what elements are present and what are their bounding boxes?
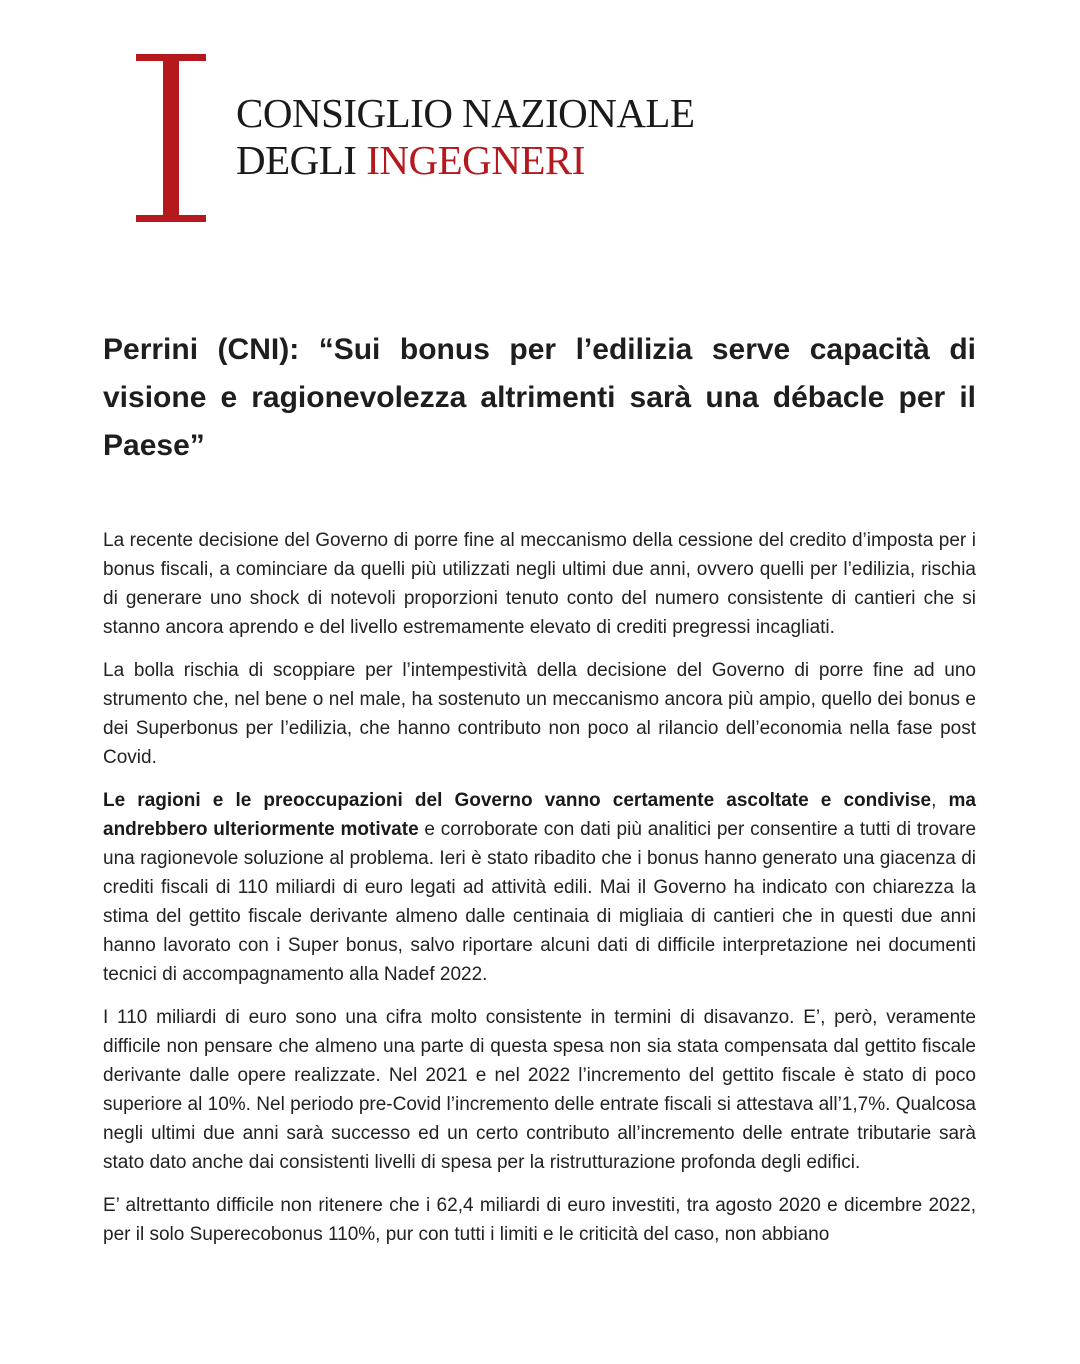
press-release-title: Perrini (CNI): “Sui bonus per l’edilizia serve capacità di visione e ragionevolezza altrimenti sarà una débacle per il Paese” — [103, 333, 976, 462]
logo-wordmark — [236, 90, 695, 184]
logo-line-2 — [236, 137, 695, 184]
paragraph-3-bold-1: Le ragioni e le preoccupazioni del Governo vanno certamente ascoltate e condivise — [103, 790, 932, 811]
cni-logo — [136, 54, 696, 226]
paragraph-4: I 110 miliardi di euro sono una cifra molto consistente in termini di disavanzo. E’, però, veramente difficile non pensare che almeno una parte di questa spesa non sia stata compensata dal gettito fiscale derivante dalle opere realizzate. Nel 2021 e nel 2022 l’incremento del gettito fiscale è stato di poco superiore al 10%. Nel periodo pre-Covid l’incremento delle entrate fiscali si attestava all’1,7%. Qualcosa negli ultimi due anni sarà successo ed un certo contributo all’incremento delle entrate tributarie sarà stato dato anche dai consistenti livelli di spesa per la ristrutturazione profonda degli edifici. — [103, 1007, 976, 1173]
logo-line-2-part-2: INGEGNERI — [366, 137, 585, 183]
paragraph-1: La recente decisione del Governo di porre fine al meccanismo della cessione del credito d’imposta per i bonus fiscali, a cominciare da quelli più utilizzati negli ultimi due anni, ovvero quelli per l’edilizia, rischia di generare uno shock di notevoli proporzioni tenuto conto del numero consistente di cantieri che si stanno ancora aprendo e del livello estremamente elevato di crediti pregressi incagliati. — [103, 530, 976, 638]
logo-line-2-part-1: DEGLI — [236, 137, 367, 183]
article-body — [103, 526, 976, 1263]
paragraph-3-rest: e corroborate con dati più analitici per consentire a tutti di trovare una ragionevole soluzione al problema. Ieri è stato ribadito che i bonus hanno generato una giacenza di crediti fiscali di 110 miliardi di euro legati ad attività edili. Mai il Governo ha indicato con chiarezza la stima del gettito fiscale derivante almeno dalle centinaia di migliaia di cantieri che in questi due anni hanno lavorato con i Super bonus, salvo riportare alcuni dati di difficile interpretazione nei documenti tecnici di accompagnamento alla Nadef 2022. — [103, 819, 977, 985]
paragraph-3 — [103, 786, 976, 989]
roman-i-logo-icon — [136, 54, 206, 222]
logo-line-1: CONSIGLIO NAZIONALE — [236, 90, 695, 136]
paragraph-3-separator: , — [931, 790, 949, 811]
paragraph-3-bold-2: ma andrebbero ulteriormente motivate — [103, 790, 976, 840]
paragraph-2: La bolla rischia di scoppiare per l’intempestività della decisione del Governo di porre fine ad uno strumento che, nel bene o nel male, ha sostenuto un meccanismo ancora più ampio, quello dei bonus e dei Superbonus per l’edilizia, che hanno contributo non poco al rilancio dell’economia nella fase post Covid. — [103, 660, 976, 768]
paragraph-5: E’ altrettanto difficile non ritenere che i 62,4 miliardi di euro investiti, tra agosto 2020 e dicembre 2022, per il solo Superecobonus 110%, pur con tutti i limiti e le criticità del caso, non abbiano — [103, 1195, 976, 1245]
